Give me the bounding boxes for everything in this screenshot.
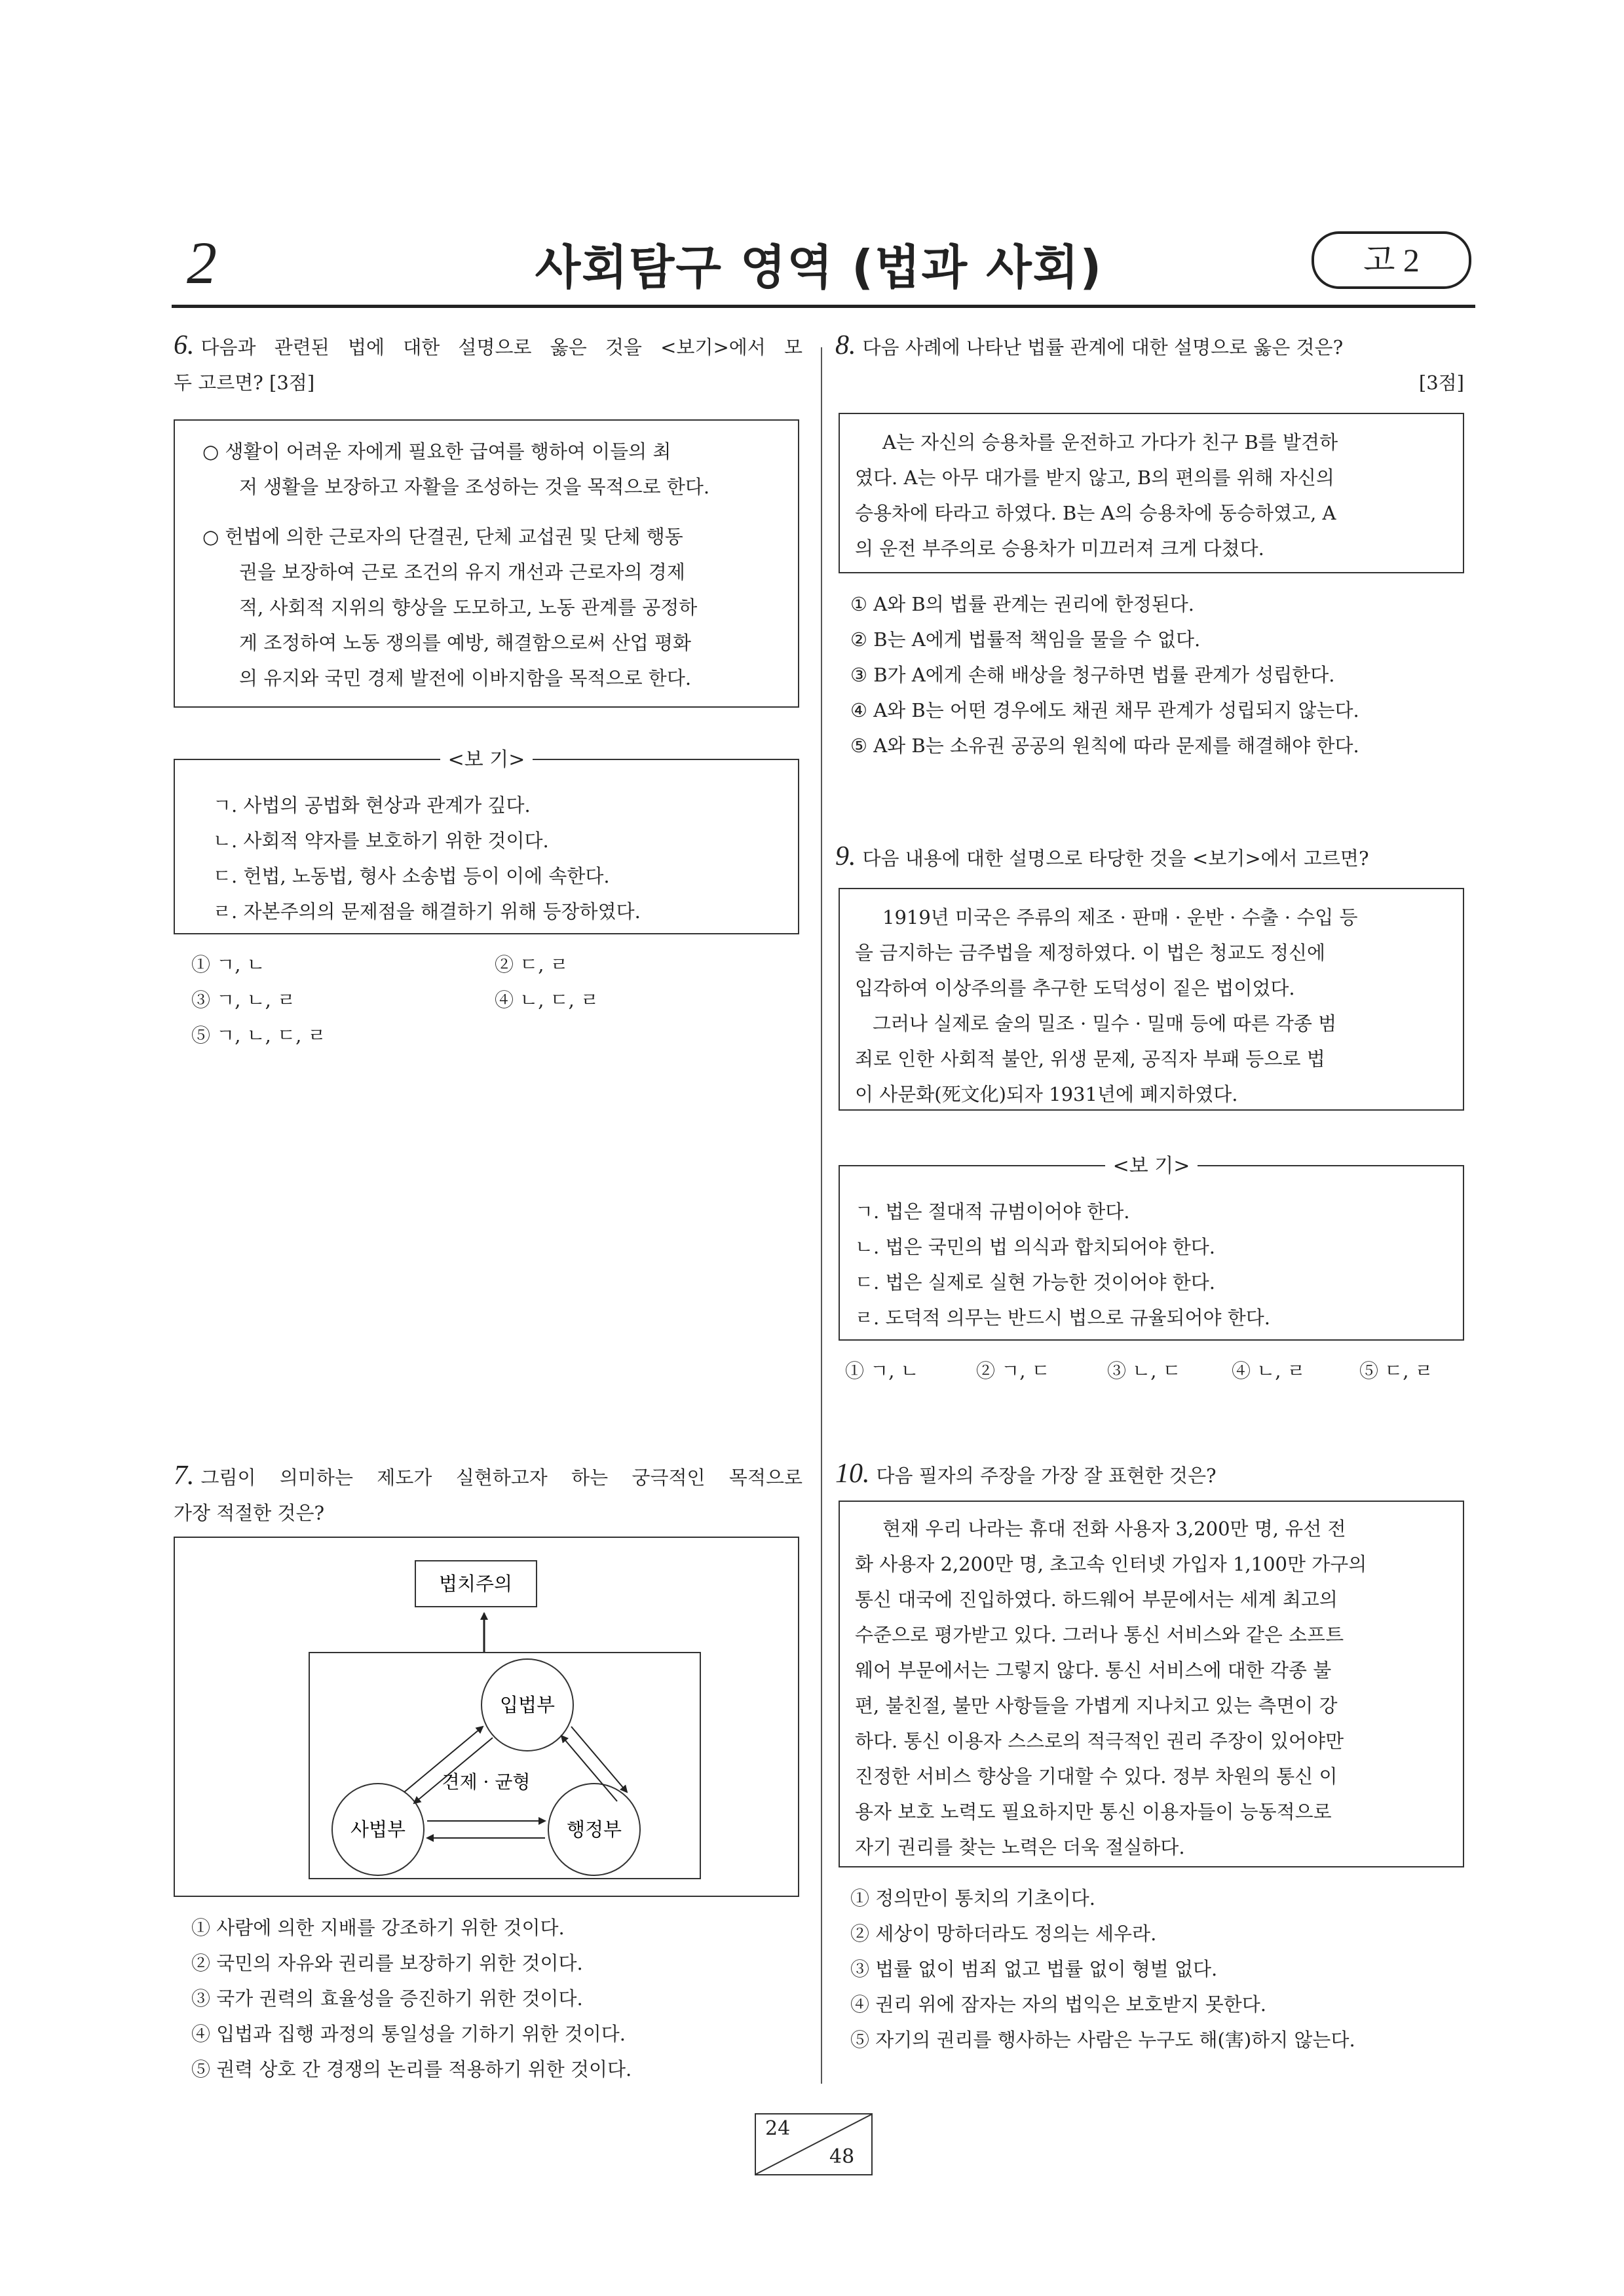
separation-of-powers-diagram (175, 1538, 798, 1896)
answer-choice[interactable]: ③ ㄴ, ㄷ (1107, 1360, 1181, 1382)
question-7-number: 7. (174, 1461, 195, 1491)
answer-choice[interactable]: ③ 국가 권력의 효율성을 증진하기 위한 것이다. (191, 1987, 583, 2010)
passage-line: A는 자신의 승용차를 운전하고 가다가 친구 B를 발견하 (882, 431, 1338, 453)
answer-choice[interactable]: ② 세상이 망하더라도 정의는 세우라. (850, 1923, 1157, 1945)
answer-choice[interactable]: ② ㄷ, ㄹ (495, 953, 569, 976)
question-6-line1: 6. 다음과 관련된 법에 대한 설명으로 옳은 것을 <보기>에서 모 (174, 330, 803, 360)
executive-label: 행정부 (566, 1818, 622, 1841)
answer-choice[interactable]: ⑤ 권력 상호 간 경쟁의 논리를 적용하기 위한 것이다. (191, 2058, 632, 2080)
answer-choice[interactable]: ② B는 A에게 법률적 책임을 물을 수 없다. (850, 628, 1201, 651)
question-6-passage-box (174, 419, 799, 708)
question-10-number: 10. (835, 1459, 870, 1489)
answer-choice[interactable]: ① A와 B의 법률 관계는 권리에 한정된다. (850, 593, 1194, 615)
passage-line: 1919년 미국은 주류의 제조 · 판매 · 운반 · 수출 · 수입 등 (882, 906, 1358, 928)
bogi-item: ㄹ. 자본주의의 문제점을 해결하기 위해 등장하였다. (213, 900, 641, 923)
question-9-passage-box (839, 888, 1464, 1111)
passage-line: 의 유지와 국민 경제 발전에 이바지함을 목적으로 한다. (239, 667, 692, 689)
passage-line: 을 금지하는 금주법을 제정하였다. 이 법은 청교도 정신에 (855, 942, 1326, 964)
question-9-bogi-box (839, 1155, 1464, 1341)
passage-line: 수준으로 평가받고 있다. 그러나 통신 서비스와 같은 소프트 (855, 1624, 1344, 1646)
question-7-line2: 가장 적절한 것은? (174, 1502, 325, 1524)
column-divider (821, 347, 822, 2084)
passage-line: 편, 불친절, 불만 사항들을 가볍게 지나치고 있는 측면이 강 (855, 1694, 1338, 1717)
answer-choice[interactable]: ④ 입법과 집행 과정의 통일성을 기하기 위한 것이다. (191, 2023, 626, 2045)
passage-line: 현재 우리 나라는 휴대 전화 사용자 3,200만 명, 유선 전 (882, 1518, 1346, 1540)
passage-line: 자기 권리를 찾는 노력은 더욱 절실하다. (855, 1836, 1185, 1858)
question-9-line1: 9. 다음 내용에 대한 설명으로 타당한 것을 <보기>에서 고르면? (835, 841, 1369, 871)
passage-line: 승용차에 타라고 하였다. B는 A의 승용차에 동승하였고, A (855, 502, 1336, 524)
bogi-item: ㄷ. 법은 실제로 실현 가능한 것이어야 한다. (855, 1271, 1215, 1293)
passage-line: 저 생활을 보장하고 자활을 조성하는 것을 목적으로 한다. (239, 476, 710, 498)
bogi-item: ㄷ. 헌법, 노동법, 형사 소송법 등이 이에 속한다. (213, 865, 610, 887)
passage-line: 적, 사회적 지위의 향상을 도모하고, 노동 관계를 공정하 (239, 596, 698, 619)
question-6-bogi-box (174, 748, 799, 934)
answer-choice[interactable]: ② 국민의 자유와 권리를 보장하기 위한 것이다. (191, 1952, 583, 1974)
header-rule (172, 305, 1475, 308)
passage-line: 화 사용자 2,200만 명, 초고속 인터넷 가입자 1,100만 가구의 (855, 1553, 1367, 1575)
passage-line: 용자 보호 노력도 필요하지만 통신 이용자들이 능동적으로 (855, 1801, 1332, 1823)
answer-choice[interactable]: ⑤ ㄱ, ㄴ, ㄷ, ㄹ (191, 1024, 326, 1046)
question-9 (835, 839, 1464, 876)
answer-choice[interactable]: ① 사람에 의한 지배를 강조하기 위한 것이다. (191, 1917, 565, 1939)
passage-line: 죄로 인한 사회적 불안, 위생 문제, 공직자 부패 등으로 법 (855, 1048, 1325, 1070)
bogi-item: ㄱ. 사법의 공법화 현상과 관계가 깊다. (213, 794, 531, 816)
question-8 (835, 328, 1464, 400)
answer-choice[interactable]: ⑤ A와 B는 소유권 공공의 원칙에 따라 문제를 해결해야 한다. (850, 735, 1359, 757)
passage-line: 권을 보장하여 근로 조건의 유지 개선과 근로자의 경제 (239, 561, 685, 583)
check-balance-label: 견제 · 균형 (442, 1771, 531, 1793)
question-6-line2: 두 고르면? [3점] (174, 372, 315, 394)
bogi-item: ㄴ. 사회적 약자를 보호하기 위한 것이다. (213, 830, 549, 852)
rule-of-law-label: 법치주의 (438, 1573, 513, 1595)
passage-line: 였다. A는 아무 대가를 받지 않고, B의 편의를 위해 자신의 (855, 467, 1334, 489)
bogi-item: ㄹ. 도덕적 의무는 반드시 법으로 규율되어야 한다. (855, 1307, 1271, 1329)
question-6-number: 6. (174, 330, 195, 360)
bogi-title: <보 기> (440, 748, 533, 771)
question-8-number: 8. (835, 330, 856, 360)
question-7-diagram-box (174, 1537, 799, 1897)
question-8-line1: 8. 다음 사례에 나타난 법률 관계에 대한 설명으로 옳은 것은? (835, 330, 1344, 360)
answer-choice[interactable]: ③ ㄱ, ㄴ, ㄹ (191, 989, 296, 1011)
question-10-line1: 10. 다음 필자의 주장을 가장 잘 표현한 것은? (835, 1459, 1217, 1489)
legislature-label: 입법부 (499, 1694, 556, 1716)
passage-line: 이 사문화(死文化)되자 1931년에 폐지하였다. (855, 1083, 1238, 1105)
passage-line: ○ 생활이 어려운 자에게 필요한 급여를 행하여 이들의 최 (202, 440, 671, 463)
answer-choice[interactable]: ① ㄱ, ㄴ (191, 953, 265, 976)
question-8-passage-box (839, 413, 1464, 573)
answer-choice[interactable]: ④ 권리 위에 잠자는 자의 법익은 보호받지 못한다. (850, 1993, 1267, 2016)
passage-line: 그러나 실제로 술의 밀조 · 밀수 · 밀매 등에 따른 각종 범 (873, 1012, 1337, 1035)
passage-line: 통신 대국에 진입하였다. 하드웨어 부문에서는 세계 최고의 (855, 1588, 1338, 1611)
answer-choice[interactable]: ③ B가 A에게 손해 배상을 청구하면 법률 관계가 성립한다. (850, 664, 1335, 686)
passage-line: 하다. 통신 이용자 스스로의 적극적인 권리 주장이 있어야만 (855, 1730, 1344, 1752)
question-7-line1: 7. 그림이 의미하는 제도가 실현하고자 하는 궁극적인 목적으로 (174, 1461, 803, 1491)
answer-choice[interactable]: ⑤ 자기의 권리를 행사하는 사람은 누구도 해(害)하지 않는다. (850, 2029, 1355, 2051)
current-page: 24 (765, 2117, 791, 2140)
grade-badge: 고 2 (1312, 231, 1471, 289)
answer-choice[interactable]: ② ㄱ, ㄷ (976, 1360, 1050, 1382)
question-10-passage-box (839, 1501, 1464, 1867)
answer-choice[interactable]: ④ A와 B는 어떤 경우에도 채권 채무 관계가 성립되지 않는다. (850, 699, 1359, 721)
page-number: 2 (187, 229, 217, 296)
bogi-item: ㄱ. 법은 절대적 규범이어야 한다. (855, 1200, 1130, 1223)
question-8-points: [3점] (1418, 372, 1464, 394)
question-10 (835, 1456, 1464, 1493)
passage-line: 게 조정하여 노동 쟁의를 예방, 해결함으로써 산업 평화 (239, 632, 692, 654)
judiciary-label: 사법부 (350, 1818, 406, 1841)
answer-choice[interactable]: ① 정의만이 통치의 기초이다. (850, 1887, 1096, 1909)
question-9-number: 9. (835, 841, 856, 871)
answer-choice[interactable]: ⑤ ㄷ, ㄹ (1359, 1360, 1433, 1382)
answer-choice[interactable]: ① ㄱ, ㄴ (845, 1360, 919, 1382)
question-7 (174, 1458, 803, 1531)
page-counter (755, 2113, 873, 2175)
passage-line: 의 운전 부주의로 승용차가 미끄러져 크게 다쳤다. (855, 537, 1264, 560)
page-title: 사회탐구 영역 (법과 사회) (535, 240, 1103, 295)
passage-line: 진정한 서비스 향상을 기대할 수 있다. 정부 차원의 통신 이 (855, 1765, 1338, 1788)
bogi-item: ㄴ. 법은 국민의 법 의식과 합치되어야 한다. (855, 1236, 1215, 1258)
answer-choice[interactable]: ③ 법률 없이 범죄 없고 법률 없이 형벌 없다. (850, 1958, 1218, 1980)
answer-choice[interactable]: ④ ㄴ, ㄹ (1232, 1360, 1306, 1382)
passage-line: 입각하여 이상주의를 추구한 도덕성이 짙은 법이었다. (855, 977, 1295, 999)
bogi-title: <보 기> (1105, 1155, 1198, 1177)
question-6 (174, 328, 803, 400)
passage-line: ○ 헌법에 의한 근로자의 단결권, 단체 교섭권 및 단체 행동 (202, 526, 683, 548)
total-pages: 48 (829, 2145, 855, 2168)
passage-line: 웨어 부문에서는 그렇지 않다. 통신 서비스에 대한 각종 불 (855, 1659, 1332, 1681)
answer-choice[interactable]: ④ ㄴ, ㄷ, ㄹ (495, 989, 599, 1011)
